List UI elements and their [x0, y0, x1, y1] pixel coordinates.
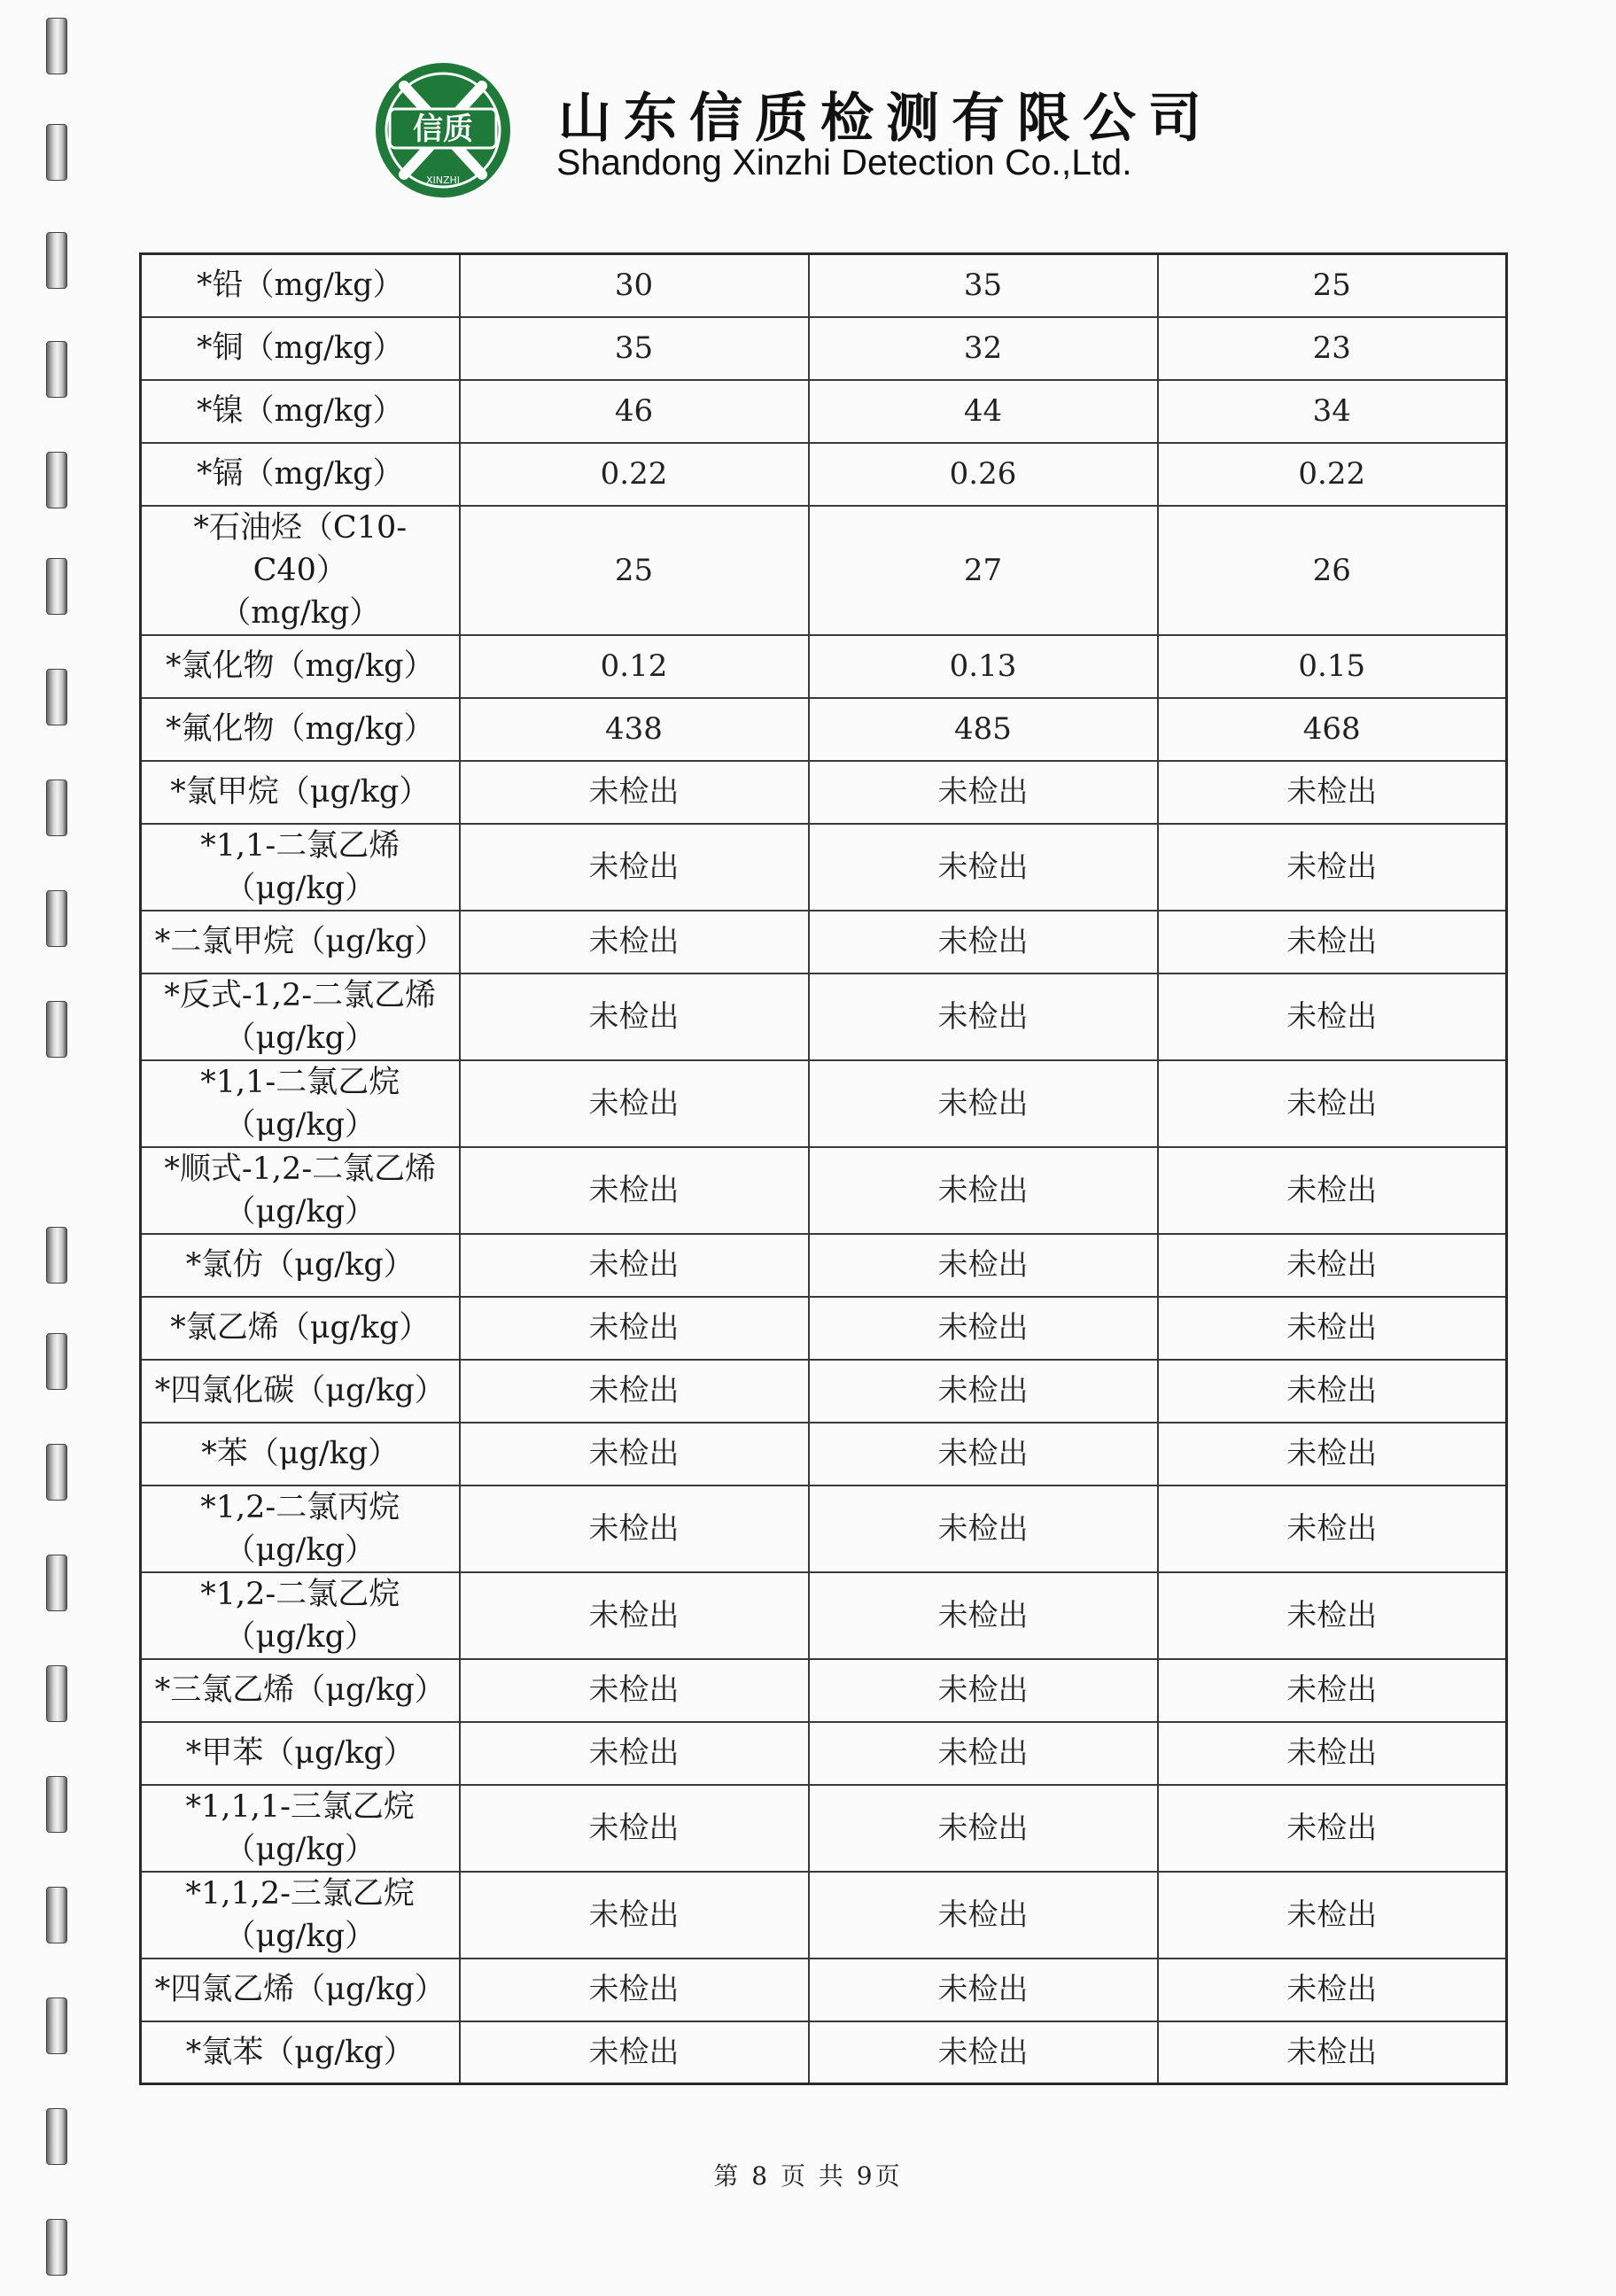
- parameter-cell: *氟化物（mg/kg）: [141, 698, 460, 761]
- results-table-body: [141, 254, 1507, 2084]
- parameter-cell: *铜（mg/kg）: [141, 317, 460, 380]
- result-cell: 未检出: [1158, 1485, 1507, 1572]
- result-cell: 438: [460, 698, 809, 761]
- parameter-cell: *三氯乙烯（μg/kg）: [141, 1659, 460, 1722]
- binding-hole: [46, 2219, 67, 2276]
- result-cell: 未检出: [809, 1485, 1158, 1572]
- result-cell: 未检出: [460, 1485, 809, 1572]
- result-cell: 46: [460, 380, 809, 443]
- parameter-cell: *氯乙烯（μg/kg）: [141, 1297, 460, 1360]
- result-cell: 未检出: [809, 824, 1158, 911]
- table-row: [141, 2021, 1507, 2084]
- result-cell: 未检出: [1158, 1572, 1507, 1659]
- result-cell: 未检出: [460, 824, 809, 911]
- table-row: [141, 506, 1507, 635]
- result-cell: 未检出: [460, 1297, 809, 1360]
- binding-hole: [46, 1555, 67, 1611]
- parameter-cell: *苯（μg/kg）: [141, 1423, 460, 1485]
- result-cell: 27: [809, 506, 1158, 635]
- table-row: [141, 1872, 1507, 1959]
- result-cell: 30: [460, 254, 809, 317]
- result-cell: 未检出: [460, 2021, 809, 2084]
- result-cell: 未检出: [460, 1147, 809, 1234]
- binding-hole: [46, 18, 67, 74]
- result-cell: 25: [460, 506, 809, 635]
- table-row: [141, 1485, 1507, 1572]
- table-row: [141, 1147, 1507, 1234]
- binding-hole: [46, 1665, 67, 1722]
- page-number: 第 8 页 共 9页: [713, 2161, 903, 2191]
- company-logo-icon: [372, 59, 514, 201]
- result-cell: 0.22: [1158, 443, 1507, 506]
- result-cell: 未检出: [1158, 1785, 1507, 1872]
- binding-hole: [46, 1997, 67, 2054]
- result-cell: 未检出: [809, 1659, 1158, 1722]
- result-cell: 未检出: [809, 2021, 1158, 2084]
- parameter-cell: *1,2-二氯乙烷 （μg/kg）: [141, 1572, 460, 1659]
- result-cell: 未检出: [809, 1872, 1158, 1959]
- table-row: [141, 1360, 1507, 1423]
- result-cell: 34: [1158, 380, 1507, 443]
- parameter-cell: *1,1,2-三氯乙烷 （μg/kg）: [141, 1872, 460, 1959]
- results-table: [139, 252, 1508, 2085]
- result-cell: 未检出: [460, 1659, 809, 1722]
- result-cell: 35: [809, 254, 1158, 317]
- result-cell: 未检出: [809, 1147, 1158, 1234]
- binding-hole: [46, 1444, 67, 1501]
- table-row: [141, 1060, 1507, 1147]
- table-row: [141, 1423, 1507, 1485]
- parameter-cell: *四氯乙烯（μg/kg）: [141, 1959, 460, 2021]
- binding-hole: [46, 124, 67, 181]
- logo-subtext: XINZHI: [425, 175, 461, 186]
- result-cell: 468: [1158, 698, 1507, 761]
- result-cell: 未检出: [1158, 911, 1507, 973]
- result-cell: 未检出: [1158, 1722, 1507, 1785]
- parameter-cell: *顺式-1,2-二氯乙烯 （μg/kg）: [141, 1147, 460, 1234]
- binding-hole: [46, 669, 67, 725]
- result-cell: 未检出: [809, 973, 1158, 1060]
- result-cell: 未检出: [809, 1722, 1158, 1785]
- table-row: [141, 973, 1507, 1060]
- result-cell: 未检出: [809, 911, 1158, 973]
- result-cell: 未检出: [460, 1060, 809, 1147]
- logo-text: 信质: [413, 112, 473, 147]
- parameter-cell: *铅（mg/kg）: [141, 254, 460, 317]
- parameter-cell: *镉（mg/kg）: [141, 443, 460, 506]
- parameter-cell: *1,1-二氯乙烷 （μg/kg）: [141, 1060, 460, 1147]
- result-cell: 未检出: [1158, 1659, 1507, 1722]
- table-row: [141, 698, 1507, 761]
- parameter-cell: *甲苯（μg/kg）: [141, 1722, 460, 1785]
- result-cell: 未检出: [1158, 1360, 1507, 1423]
- result-cell: 未检出: [460, 1959, 809, 2021]
- table-row: [141, 1659, 1507, 1722]
- result-cell: 未检出: [809, 1360, 1158, 1423]
- result-cell: 0.22: [460, 443, 809, 506]
- letterhead: [372, 55, 1258, 206]
- binding-hole: [46, 341, 67, 398]
- result-cell: 未检出: [809, 1959, 1158, 2021]
- result-cell: 未检出: [460, 973, 809, 1060]
- result-cell: 未检出: [1158, 1147, 1507, 1234]
- result-cell: 未检出: [1158, 1297, 1507, 1360]
- result-cell: 0.13: [809, 635, 1158, 698]
- binding-hole: [46, 558, 67, 615]
- table-row: [141, 761, 1507, 824]
- parameter-cell: *1,1-二氯乙烯 （μg/kg）: [141, 824, 460, 911]
- parameter-cell: *氯化物（mg/kg）: [141, 635, 460, 698]
- result-cell: 未检出: [809, 1572, 1158, 1659]
- table-row: [141, 443, 1507, 506]
- result-cell: 未检出: [1158, 1959, 1507, 2021]
- binding-holes: [46, 0, 73, 2296]
- parameter-cell: *镍（mg/kg）: [141, 380, 460, 443]
- table-row: [141, 1572, 1507, 1659]
- parameter-cell: *石油烃（C10-C40） （mg/kg）: [141, 506, 460, 635]
- result-cell: 未检出: [809, 1297, 1158, 1360]
- parameter-cell: *反式-1,2-二氯乙烯 （μg/kg）: [141, 973, 460, 1060]
- table-row: [141, 317, 1507, 380]
- result-cell: 未检出: [809, 1234, 1158, 1297]
- result-cell: 32: [809, 317, 1158, 380]
- table-row: [141, 380, 1507, 443]
- result-cell: 未检出: [1158, 2021, 1507, 2084]
- result-cell: 未检出: [460, 761, 809, 824]
- binding-hole: [46, 1887, 67, 1943]
- company-name-cn: 山东信质检测有限公司: [558, 88, 1214, 150]
- binding-hole: [46, 1001, 67, 1058]
- result-cell: 35: [460, 317, 809, 380]
- binding-hole: [46, 232, 67, 289]
- result-cell: 26: [1158, 506, 1507, 635]
- parameter-cell: *氯仿（μg/kg）: [141, 1234, 460, 1297]
- table-row: [141, 1234, 1507, 1297]
- table-row: [141, 1722, 1507, 1785]
- result-cell: 未检出: [460, 1785, 809, 1872]
- result-cell: 未检出: [460, 1423, 809, 1485]
- binding-hole: [46, 1333, 67, 1390]
- result-cell: 未检出: [460, 1722, 809, 1785]
- result-cell: 未检出: [460, 1572, 809, 1659]
- result-cell: 未检出: [1158, 1872, 1507, 1959]
- result-cell: 44: [809, 380, 1158, 443]
- table-row: [141, 911, 1507, 973]
- parameter-cell: *1,2-二氯丙烷 （μg/kg）: [141, 1485, 460, 1572]
- result-cell: 未检出: [809, 1785, 1158, 1872]
- result-cell: 未检出: [1158, 1060, 1507, 1147]
- table-row: [141, 824, 1507, 911]
- result-cell: 未检出: [460, 1872, 809, 1959]
- table-row: [141, 635, 1507, 698]
- result-cell: 未检出: [460, 911, 809, 973]
- result-cell: 485: [809, 698, 1158, 761]
- result-cell: 未检出: [1158, 1423, 1507, 1485]
- result-cell: 未检出: [809, 1060, 1158, 1147]
- table-row: [141, 254, 1507, 317]
- binding-hole: [46, 452, 67, 508]
- binding-hole: [46, 1227, 67, 1284]
- table-row: [141, 1297, 1507, 1360]
- parameter-cell: *四氯化碳（μg/kg）: [141, 1360, 460, 1423]
- result-cell: 未检出: [809, 761, 1158, 824]
- parameter-cell: *氯甲烷（μg/kg）: [141, 761, 460, 824]
- result-cell: 未检出: [1158, 761, 1507, 824]
- company-name-en: Shandong Xinzhi Detection Co.,Ltd.: [556, 142, 1132, 182]
- result-cell: 未检出: [1158, 1234, 1507, 1297]
- result-cell: 25: [1158, 254, 1507, 317]
- result-cell: 未检出: [460, 1234, 809, 1297]
- result-cell: 未检出: [1158, 824, 1507, 911]
- result-cell: 未检出: [1158, 973, 1507, 1060]
- binding-hole: [46, 780, 67, 836]
- result-cell: 0.26: [809, 443, 1158, 506]
- binding-hole: [46, 890, 67, 947]
- result-cell: 0.12: [460, 635, 809, 698]
- table-row: [141, 1785, 1507, 1872]
- table-row: [141, 1959, 1507, 2021]
- parameter-cell: *1,1,1-三氯乙烷 （μg/kg）: [141, 1785, 460, 1872]
- result-cell: 0.15: [1158, 635, 1507, 698]
- result-cell: 未检出: [460, 1360, 809, 1423]
- result-cell: 23: [1158, 317, 1507, 380]
- parameter-cell: *二氯甲烷（μg/kg）: [141, 911, 460, 973]
- parameter-cell: *氯苯（μg/kg）: [141, 2021, 460, 2084]
- result-cell: 未检出: [809, 1423, 1158, 1485]
- binding-hole: [46, 1776, 67, 1833]
